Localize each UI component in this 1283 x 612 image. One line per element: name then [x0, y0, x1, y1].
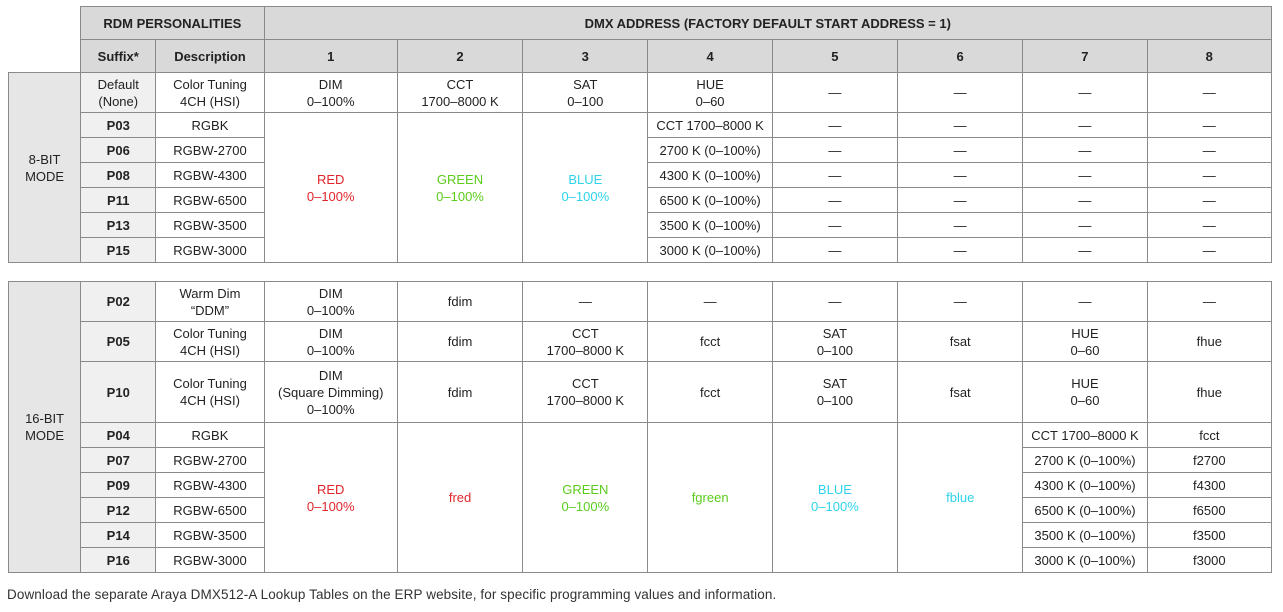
- cell-dash: —: [1147, 213, 1271, 238]
- fwhite-channel-cell: fcct: [1147, 423, 1271, 448]
- suffix-cell: P04: [81, 423, 156, 448]
- cell-dash: —: [772, 138, 897, 163]
- description-cell: RGBW-6500: [156, 188, 264, 213]
- description-cell: RGBW-2700: [156, 138, 264, 163]
- cell-fhue: fhue: [1147, 362, 1271, 423]
- cell-sat: SAT 0–100: [772, 362, 897, 423]
- description-cell: RGBW-6500: [156, 498, 264, 523]
- col-header-7: 7: [1023, 40, 1147, 73]
- cell-sat: SAT 0–100: [523, 73, 648, 113]
- col-header-8: 8: [1147, 40, 1271, 73]
- cell-dim: DIM 0–100%: [264, 282, 397, 322]
- description-cell: RGBK: [156, 423, 264, 448]
- fred-channel-cell: fred: [397, 423, 522, 573]
- suffix-cell: P09: [81, 473, 156, 498]
- description-cell: RGBW-4300: [156, 473, 264, 498]
- cell-dash: —: [772, 213, 897, 238]
- white-channel-cell: 6500 K (0–100%): [648, 188, 772, 213]
- cell-dash: —: [898, 113, 1023, 138]
- green-channel-cell: GREEN 0–100%: [523, 423, 648, 573]
- white-channel-cell: 3500 K (0–100%): [648, 213, 772, 238]
- fwhite-channel-cell: f6500: [1147, 498, 1271, 523]
- cell-dash: —: [898, 213, 1023, 238]
- table-row: [9, 113, 1272, 138]
- description-cell: RGBK: [156, 113, 264, 138]
- blank-corner: [9, 40, 81, 73]
- cell-dash: —: [1147, 163, 1271, 188]
- cell-dash: —: [1023, 73, 1147, 113]
- white-channel-cell: 6500 K (0–100%): [1023, 498, 1147, 523]
- description-cell: RGBW-3500: [156, 523, 264, 548]
- cell-sat: SAT 0–100: [772, 322, 897, 362]
- description-cell: Color Tuning 4CH (HSI): [156, 322, 264, 362]
- footnote: Download the separate Araya DMX512-A Lookup Tables on the ERP website, for specific programming values and information.: [7, 587, 777, 602]
- cell-fdim: fdim: [397, 282, 522, 322]
- cell-dash: —: [1023, 138, 1147, 163]
- white-channel-cell: 4300 K (0–100%): [648, 163, 772, 188]
- col-header-1: 1: [264, 40, 397, 73]
- white-channel-cell: 2700 K (0–100%): [648, 138, 772, 163]
- description-cell: Warm Dim “DDM”: [156, 282, 264, 322]
- cell-dash: —: [1023, 213, 1147, 238]
- suffix-cell: P03: [81, 113, 156, 138]
- cell-dash: —: [1147, 73, 1271, 113]
- description-cell: Color Tuning 4CH (HSI): [156, 73, 264, 113]
- cell-hue: HUE 0–60: [648, 73, 772, 113]
- cell-dash: —: [1023, 163, 1147, 188]
- cell-dash: —: [898, 138, 1023, 163]
- rdm-personalities-header: RDM PERSONALITIES: [81, 7, 264, 40]
- blue-channel-cell: BLUE 0–100%: [772, 423, 897, 573]
- suffix-cell: P14: [81, 523, 156, 548]
- cell-dash: —: [772, 282, 897, 322]
- suffix-header: Suffix*: [81, 40, 156, 73]
- col-header-2: 2: [397, 40, 522, 73]
- mode-label-8bit: 8-BIT MODE: [9, 73, 81, 263]
- suffix-cell: P12: [81, 498, 156, 523]
- cell-dim: DIM 0–100%: [264, 73, 397, 113]
- green-channel-cell: GREEN 0–100%: [397, 113, 522, 263]
- cell-dash: —: [1147, 138, 1271, 163]
- table-row: [9, 73, 1272, 113]
- fwhite-channel-cell: f2700: [1147, 448, 1271, 473]
- cell-dash: —: [1147, 188, 1271, 213]
- table-row: [9, 282, 1272, 322]
- cell-fsat: fsat: [898, 322, 1023, 362]
- white-channel-cell: 3500 K (0–100%): [1023, 523, 1147, 548]
- white-channel-cell: 4300 K (0–100%): [1023, 473, 1147, 498]
- fgreen-channel-cell: fgreen: [648, 423, 772, 573]
- suffix-cell: P07: [81, 448, 156, 473]
- cell-dash: —: [1023, 188, 1147, 213]
- table-row: [9, 362, 1272, 423]
- cell-hue: HUE 0–60: [1023, 322, 1147, 362]
- cell-dash: —: [772, 238, 897, 263]
- cell-dash: —: [1147, 238, 1271, 263]
- cell-fcct: fcct: [648, 322, 772, 362]
- cell-fdim: fdim: [397, 362, 522, 423]
- cell-dash: —: [772, 113, 897, 138]
- table-16bit: [8, 281, 1272, 573]
- cell-dash: —: [523, 282, 648, 322]
- table-8bit: [8, 6, 1272, 263]
- cell-dash: —: [1147, 113, 1271, 138]
- cell-cct: CCT 1700–8000 K: [397, 73, 522, 113]
- white-channel-cell: 3000 K (0–100%): [1023, 548, 1147, 573]
- cell-cct: CCT 1700–8000 K: [523, 322, 648, 362]
- description-cell: Color Tuning 4CH (HSI): [156, 362, 264, 423]
- description-cell: RGBW-3000: [156, 238, 264, 263]
- dmx-address-header: DMX ADDRESS (FACTORY DEFAULT START ADDRESS = 1): [264, 7, 1271, 40]
- cell-dash: —: [772, 73, 897, 113]
- red-channel-cell: RED 0–100%: [264, 113, 397, 263]
- cell-dash: —: [772, 163, 897, 188]
- cell-dash: —: [898, 282, 1023, 322]
- cell-dash: —: [898, 188, 1023, 213]
- cell-dash: —: [898, 163, 1023, 188]
- cell-dash: —: [898, 73, 1023, 113]
- col-header-4: 4: [648, 40, 772, 73]
- description-header: Description: [156, 40, 264, 73]
- red-channel-cell: RED 0–100%: [264, 423, 397, 573]
- fwhite-channel-cell: f3500: [1147, 523, 1271, 548]
- white-channel-cell: CCT 1700–8000 K: [648, 113, 772, 138]
- cell-dash: —: [772, 188, 897, 213]
- col-header-6: 6: [898, 40, 1023, 73]
- cell-dash: —: [1147, 282, 1271, 322]
- description-cell: RGBW-3000: [156, 548, 264, 573]
- suffix-cell: P10: [81, 362, 156, 423]
- white-channel-cell: 3000 K (0–100%): [648, 238, 772, 263]
- col-header-5: 5: [772, 40, 897, 73]
- table-row: [9, 423, 1272, 448]
- blank-corner: [9, 7, 81, 40]
- cell-cct: CCT 1700–8000 K: [523, 362, 648, 423]
- col-header-3: 3: [523, 40, 648, 73]
- cell-hue: HUE 0–60: [1023, 362, 1147, 423]
- cell-dash: —: [1023, 282, 1147, 322]
- description-cell: RGBW-2700: [156, 448, 264, 473]
- fblue-channel-cell: fblue: [898, 423, 1023, 573]
- suffix-cell: P16: [81, 548, 156, 573]
- table-row: [9, 322, 1272, 362]
- cell-dash: —: [898, 238, 1023, 263]
- suffix-cell: P13: [81, 213, 156, 238]
- blue-channel-cell: BLUE 0–100%: [523, 113, 648, 263]
- white-channel-cell: CCT 1700–8000 K: [1023, 423, 1147, 448]
- suffix-cell: P11: [81, 188, 156, 213]
- fwhite-channel-cell: f3000: [1147, 548, 1271, 573]
- description-cell: RGBW-4300: [156, 163, 264, 188]
- suffix-cell: Default (None): [81, 73, 156, 113]
- suffix-cell: P06: [81, 138, 156, 163]
- cell-dim: DIM (Square Dimming) 0–100%: [264, 362, 397, 423]
- cell-fsat: fsat: [898, 362, 1023, 423]
- cell-dash: —: [1023, 238, 1147, 263]
- white-channel-cell: 2700 K (0–100%): [1023, 448, 1147, 473]
- suffix-cell: P05: [81, 322, 156, 362]
- cell-fcct: fcct: [648, 362, 772, 423]
- cell-dim: DIM 0–100%: [264, 322, 397, 362]
- cell-dash: —: [1023, 113, 1147, 138]
- description-cell: RGBW-3500: [156, 213, 264, 238]
- cell-dash: —: [648, 282, 772, 322]
- cell-fhue: fhue: [1147, 322, 1271, 362]
- suffix-cell: P08: [81, 163, 156, 188]
- cell-fdim: fdim: [397, 322, 522, 362]
- suffix-cell: P15: [81, 238, 156, 263]
- mode-label-16bit: 16-BIT MODE: [9, 282, 81, 573]
- fwhite-channel-cell: f4300: [1147, 473, 1271, 498]
- suffix-cell: P02: [81, 282, 156, 322]
